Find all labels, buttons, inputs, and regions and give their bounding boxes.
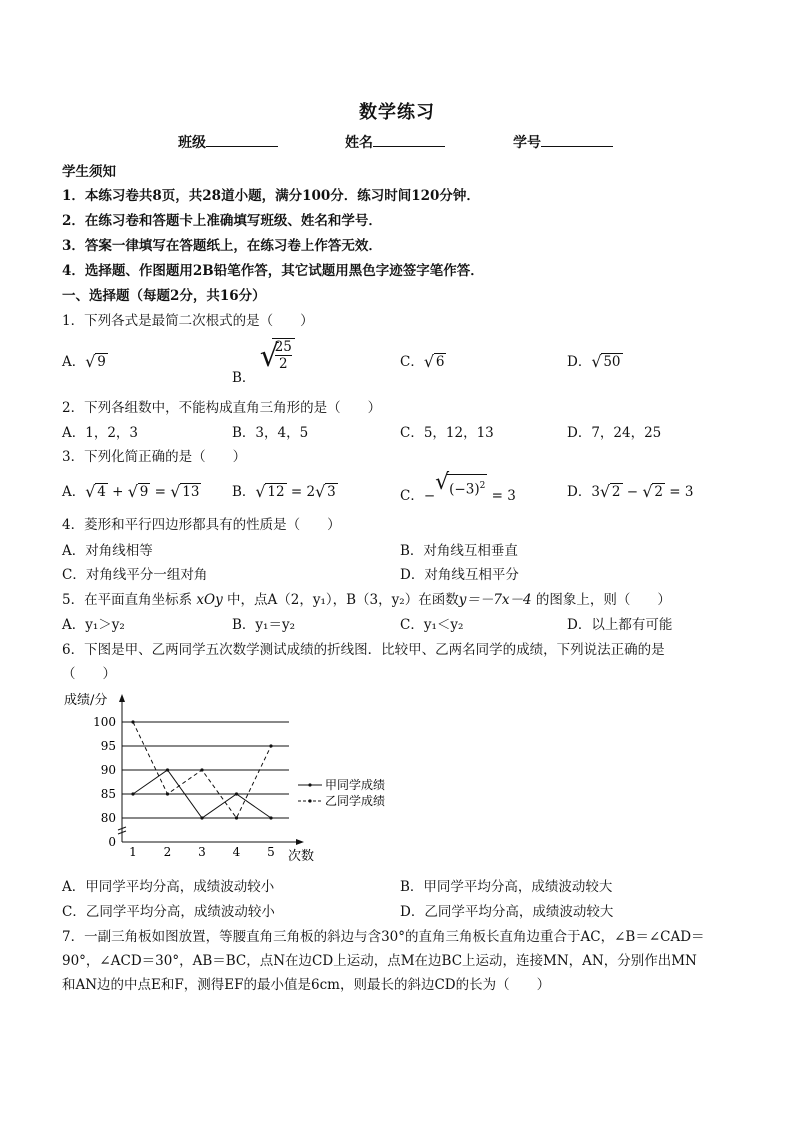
q3d-radicand1: 2 xyxy=(611,484,621,500)
q6-option-d[interactable]: D．乙同学平均分高，成绩波动较大 xyxy=(400,904,614,920)
number-blank[interactable] xyxy=(541,132,613,147)
q1b-numerator: 25 xyxy=(274,339,292,355)
legend-marker-2 xyxy=(308,799,311,802)
data-point xyxy=(269,744,272,747)
name-field[interactable] xyxy=(345,132,445,152)
data-point xyxy=(200,768,203,771)
q5-option-a[interactable]: A．y₁＞y₂ xyxy=(62,617,125,633)
q3-option-c[interactable]: C．− √ $(-3)^2 = 3$ xyxy=(400,470,516,504)
question-4-stem: 4．菱形和平行四边形都具有的性质是（ ） xyxy=(62,517,341,533)
notice-heading: 学生须知 xyxy=(62,164,116,180)
q1b-denominator: 2 xyxy=(279,356,288,372)
sqrt-fraction: √ $\frac{25}{2}$ xyxy=(260,338,295,372)
y-tick-label: 80 xyxy=(100,811,116,825)
q3b-coef: 2 xyxy=(306,484,316,500)
q5-stem-post: 的图象上，则（ ） xyxy=(531,592,671,608)
notice-item-2: 2．在练习卷和答题卡上准确填写班级、姓名和学号． xyxy=(62,213,382,229)
q3c-base: (−3) xyxy=(449,481,480,498)
q3b-term: 12 xyxy=(267,484,285,500)
q2-option-c[interactable]: C．5，12，13 xyxy=(400,425,494,441)
q5-option-c[interactable]: C．y₁＜y₂ xyxy=(400,617,464,633)
q3-option-b[interactable]: B． √ 12 = 2 √ 3 xyxy=(232,482,336,501)
y-tick-label: 95 xyxy=(100,739,116,753)
q3b-radicand: 3 xyxy=(327,484,336,500)
y-axis-arrow xyxy=(119,694,125,702)
data-point xyxy=(131,720,134,723)
question-7-line3: 和AN边的中点E和F，测得EF的最小值是6cm，则最长的斜边CD的长为（ ） xyxy=(62,977,551,993)
q4-option-a[interactable]: A．对角线相等 xyxy=(62,543,153,559)
q2-option-d[interactable]: D．7，24，25 xyxy=(567,425,662,441)
q3a-term2: 9 xyxy=(139,484,149,500)
question-6-stem-line1: 6．下图是甲、乙两同学五次数学测试成绩的折线图．比较甲、乙两名同学的成绩，下列说法正确的是 xyxy=(62,642,665,658)
q3d-radicand2: 2 xyxy=(654,484,664,500)
data-point xyxy=(235,816,238,819)
score-line-chart xyxy=(60,688,400,868)
q3d-result: 3 xyxy=(684,484,694,500)
x-axis-arrow xyxy=(296,839,304,845)
question-7-line2: 90°，∠ACD＝30°，AB＝BC，点N在边CD上运动，点M在边BC上运动，连接MN，AN，分别作出MN xyxy=(62,953,697,969)
notice-item-3: 3．答案一律填写在答题纸上，在练习卷上作答无效． xyxy=(62,238,382,254)
q4-option-d[interactable]: D．对角线互相平分 xyxy=(400,567,519,583)
question-7-line1: 7．一副三角板如图放置，等腰直角三角板的斜边与含30°的直角三角板长直角边重合于AC，∠B＝∠CAD＝ xyxy=(62,929,705,945)
x-tick-label: 1 xyxy=(129,845,137,859)
notice-item-1: 1．本练习卷共8页，共28道小题，满分100分．练习时间120分钟． xyxy=(62,188,480,204)
q5-point-b: B（3，y₂）在函数 xyxy=(346,592,459,608)
q4-option-b[interactable]: B．对角线互相垂直 xyxy=(400,543,518,559)
q3a-term1: 4 xyxy=(97,484,106,500)
q1-option-d[interactable]: D． √ 50 xyxy=(567,352,621,371)
q3c-exponent: 2 xyxy=(479,481,486,491)
y-tick-label: 90 xyxy=(100,763,116,777)
x-tick-label: 3 xyxy=(198,845,206,859)
question-2-stem: 2．下列各组数中，不能构成直角三角形的是（ ） xyxy=(62,400,382,416)
q5-stem-pre: 5．在平面直角坐标系 xyxy=(62,592,197,608)
q5-point-a: A（2，y₁）， xyxy=(267,592,347,608)
data-point xyxy=(200,816,203,819)
q3d-coef: 3 xyxy=(591,484,600,500)
data-point xyxy=(131,792,134,795)
legend-label-1: 甲同学成绩 xyxy=(325,778,386,792)
data-point xyxy=(269,816,272,819)
question-5-stem xyxy=(62,588,671,608)
y-tick-label: 100 xyxy=(93,715,116,729)
y-axis-label: 成绩/分 xyxy=(64,693,108,708)
q6-option-a[interactable]: A．甲同学平均分高，成绩波动较小 xyxy=(62,879,275,895)
q6-option-b[interactable]: B．甲同学平均分高，成绩波动较大 xyxy=(400,879,613,895)
data-point xyxy=(166,792,169,795)
question-3-stem: 3．下列化简正确的是（ ） xyxy=(62,449,247,465)
q3-option-d[interactable]: D．3 √ 2 − √ 2 = 3 xyxy=(567,482,694,501)
q1-option-a[interactable]: A． √ 9 xyxy=(62,352,106,371)
legend-label-2: 乙同学成绩 xyxy=(325,794,386,808)
section-heading: 一、选择题（每题2分，共16分） xyxy=(62,288,266,304)
x-axis-label: 次数 xyxy=(288,849,315,864)
x-tick-label: 5 xyxy=(267,845,275,859)
question-6-stem-line2: （ ） xyxy=(62,666,116,682)
question-1-stem: 1．下列各式是最简二次根式的是（ ） xyxy=(62,313,314,329)
q6-option-c[interactable]: C．乙同学平均分高，成绩波动较小 xyxy=(62,904,275,920)
q2-option-b[interactable]: B．3，4，5 xyxy=(232,425,309,441)
q1c-radicand: 6 xyxy=(435,354,445,370)
q1-option-b[interactable]: B． √ $\frac{25}{2}$ xyxy=(232,338,295,372)
class-label: 班级 xyxy=(178,135,206,151)
legend-marker-1 xyxy=(308,783,311,786)
y-tick-label: 85 xyxy=(100,787,116,801)
data-point xyxy=(235,792,238,795)
q1d-radicand: 50 xyxy=(603,354,621,370)
number-field[interactable] xyxy=(513,132,613,152)
name-blank[interactable] xyxy=(373,132,445,147)
q3a-result: 13 xyxy=(182,484,200,500)
q5-option-d[interactable]: D．以上都有可能 xyxy=(567,617,673,633)
class-field[interactable] xyxy=(178,132,278,152)
q4-option-c[interactable]: C．对角线平分一组对角 xyxy=(62,567,208,583)
number-label: 学号 xyxy=(513,135,541,151)
q3c-result: 3 xyxy=(507,487,516,504)
sqrt-symbol: √ 9 xyxy=(85,352,106,371)
notice-item-4: 4．选择题、作图题用2B铅笔作答，其它试题用黑色字迹签字笔作答． xyxy=(62,263,484,279)
x-tick-label: 2 xyxy=(163,845,172,859)
class-blank[interactable] xyxy=(206,132,278,147)
q2-option-a[interactable]: A．1，2，3 xyxy=(62,425,139,441)
q1-option-c[interactable]: C． √ 6 xyxy=(400,352,445,371)
x-tick-label: 4 xyxy=(232,845,241,859)
q5-xoy: xOy xyxy=(196,592,223,608)
y-tick-label: 0 xyxy=(108,835,116,849)
name-label: 姓名 xyxy=(345,135,373,151)
page-title: 数学练习 xyxy=(359,102,435,123)
data-point xyxy=(166,768,169,771)
q5-option-b[interactable]: B．y₁＝y₂ xyxy=(232,617,295,633)
q5-stem-mid: 中，点 xyxy=(222,592,268,608)
q5-function: y＝－7x－4 xyxy=(458,592,532,608)
q3-option-a[interactable]: A． √ 4 + √ 9 = √ 13 xyxy=(62,482,200,501)
